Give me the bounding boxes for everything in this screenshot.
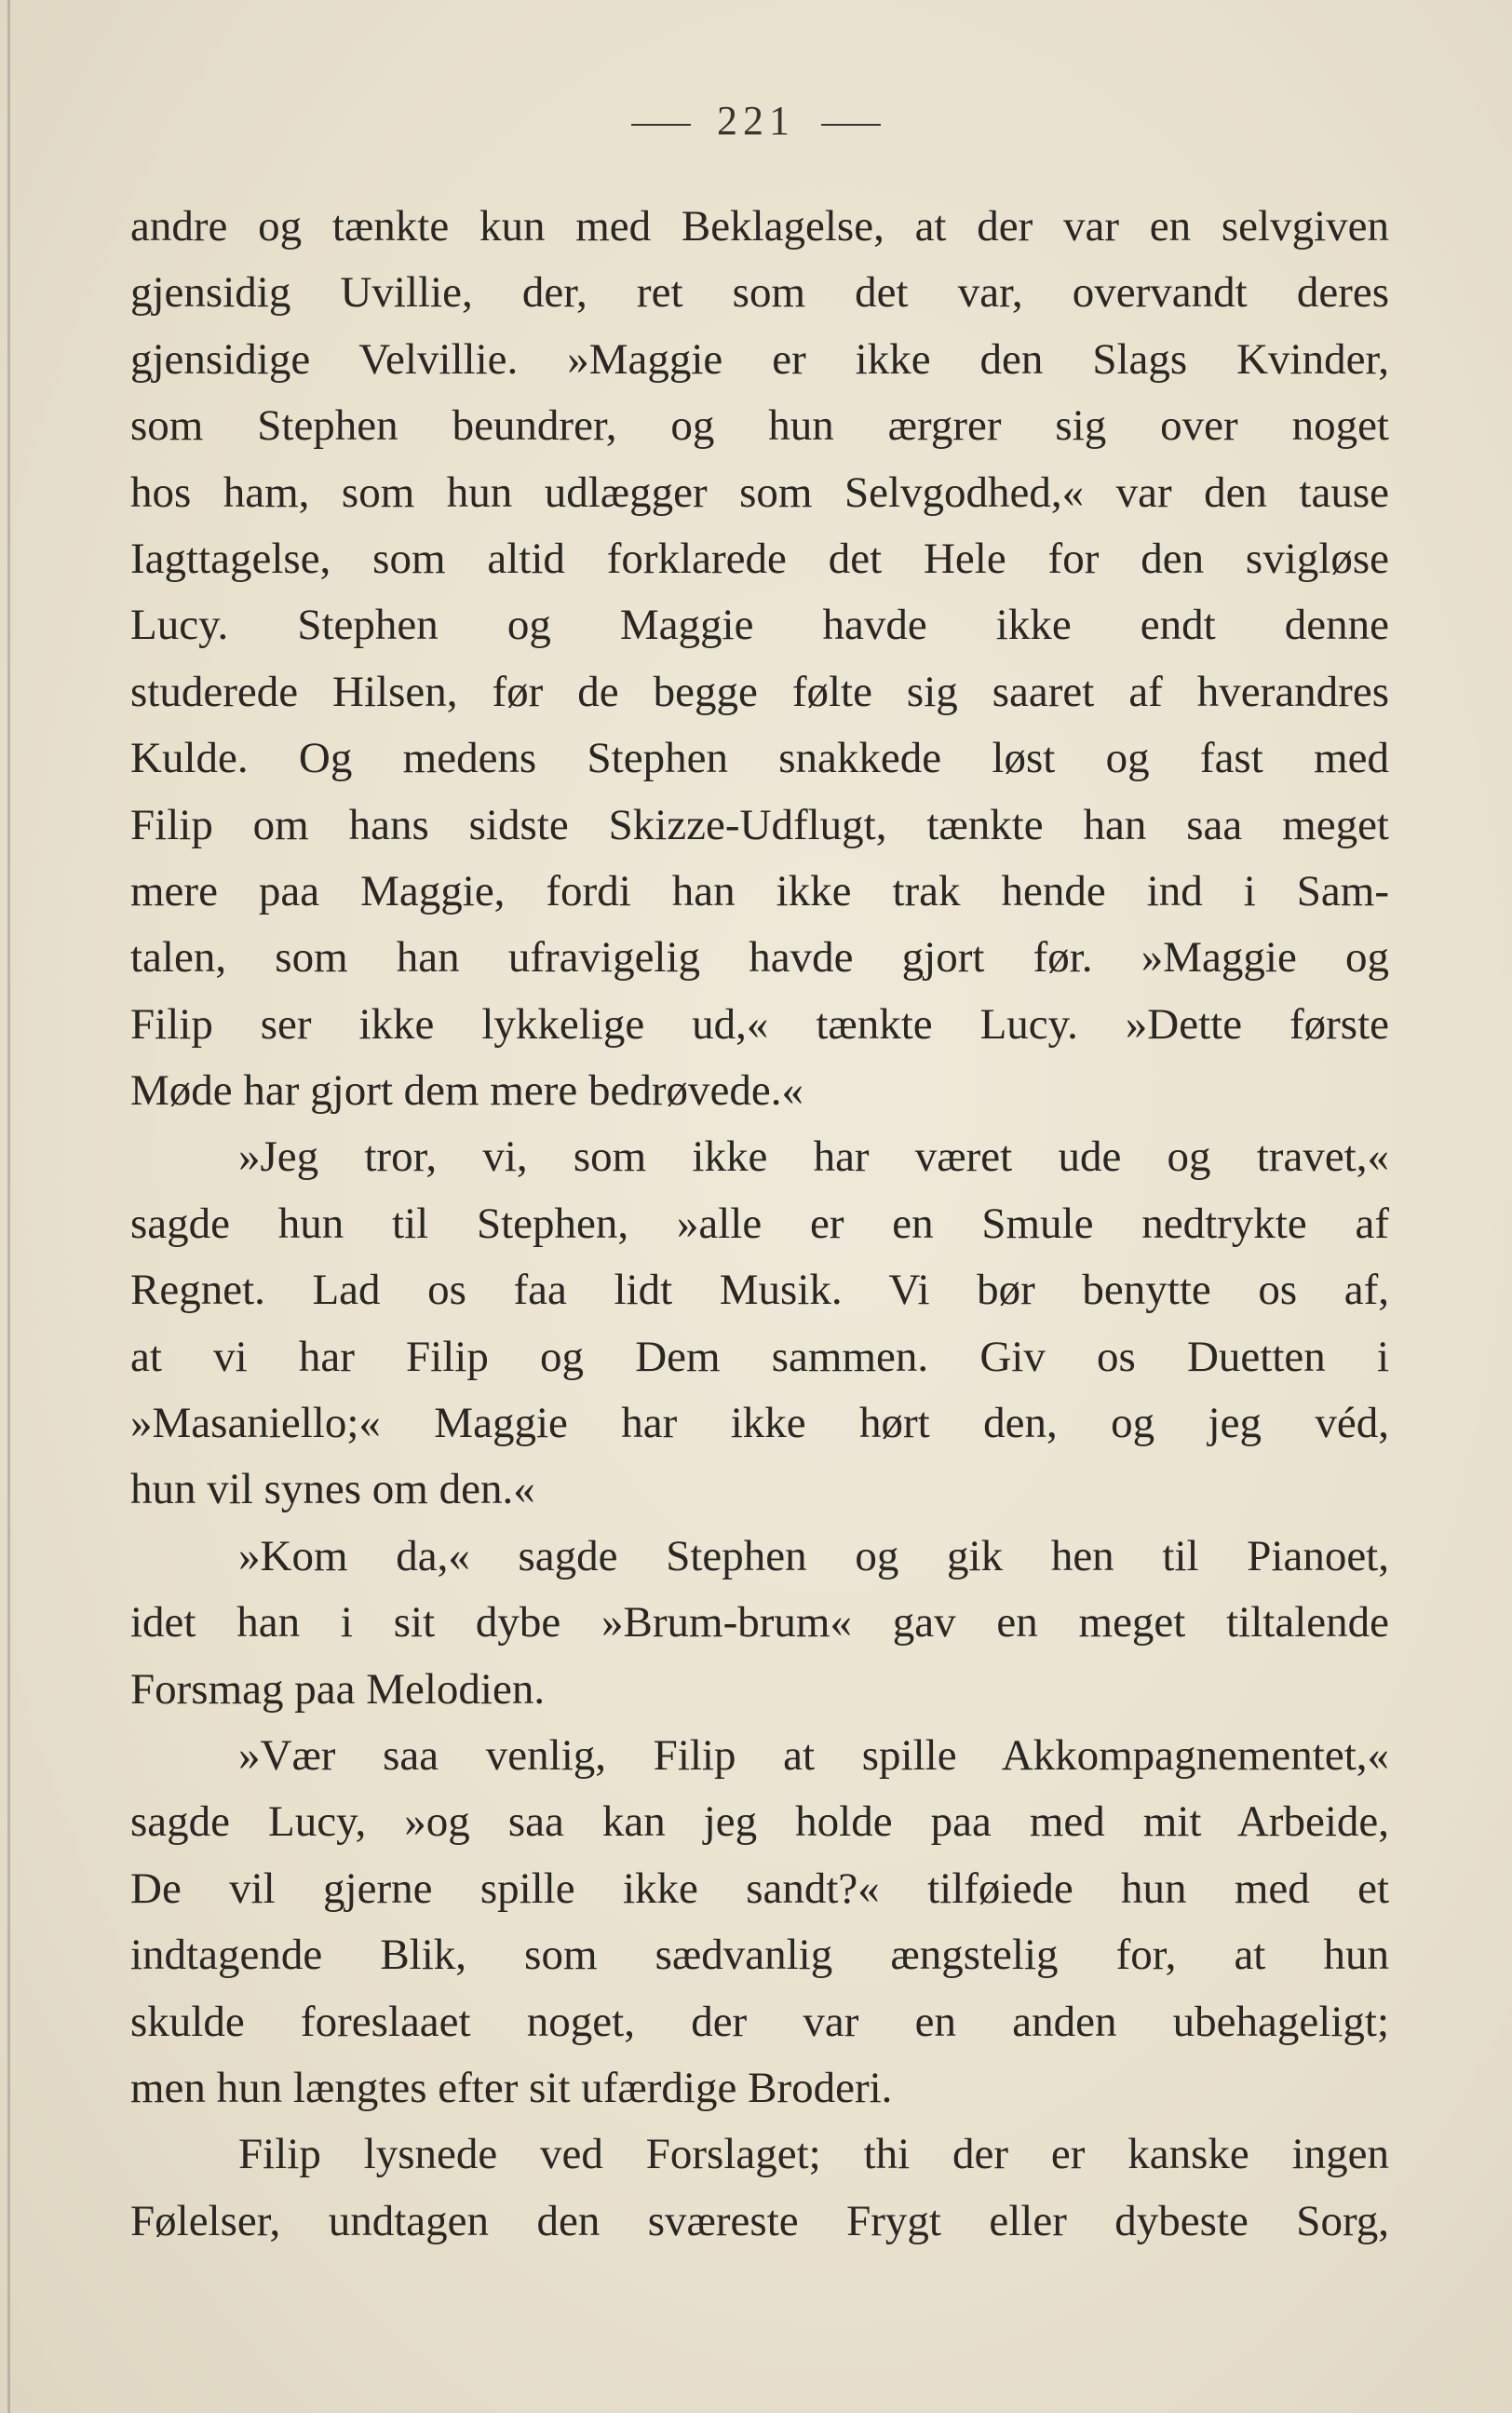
text-line: Lucy. Stephen og Maggie havde ikke endt denne bbox=[130, 601, 1389, 650]
header-dash-left bbox=[631, 124, 691, 126]
text-line: Iagttagelse, som altid forklarede det Hele for den svigløse bbox=[130, 534, 1389, 583]
text-line: at vi har Filip og Dem sammen. Giv os Duetten i bbox=[130, 1332, 1389, 1381]
text-line: »Jeg tror, vi, som ikke har været ude og travet,« bbox=[238, 1132, 1389, 1182]
text-line: Regnet. Lad os faa lidt Musik. Vi bør benytte os af, bbox=[130, 1266, 1389, 1315]
text-line: Filip ser ikke lykkelige ud,« tænkte Lucy. »Dette første bbox=[130, 999, 1389, 1049]
text-line: idet han i sit dybe »Brum-brum« gav en meget tiltalende bbox=[130, 1598, 1389, 1647]
body-text bbox=[130, 194, 1389, 2255]
text-line: »Masaniello;« Maggie har ikke hørt den, og jeg véd, bbox=[130, 1399, 1389, 1448]
text-line: Følelser, undtagen den sværeste Frygt eller dybeste Sorg, bbox=[130, 2196, 1389, 2245]
text-line: andre og tænkte kun med Beklagelse, at der var en selvgiven bbox=[130, 202, 1389, 251]
text-line: »Kom da,« sagde Stephen og gik hen til Pianoet, bbox=[238, 1531, 1389, 1580]
text-line: som Stephen beundrer, og hun ærgrer sig over noget bbox=[130, 401, 1389, 451]
text-line: mere paa Maggie, fordi han ikke trak hende ind i Sam- bbox=[130, 866, 1389, 915]
page-edge-shadow bbox=[7, 0, 10, 2413]
text-line: Filip om hans sidste Skizze-Udflugt, tænkte han saa meget bbox=[130, 800, 1389, 849]
text-line: talen, som han ufravigelig havde gjort før. »Maggie og bbox=[130, 933, 1389, 983]
text-line: hos ham, som hun udlægger som Selvgodhed,« var den tause bbox=[130, 468, 1389, 517]
text-line: indtagende Blik, som sædvanlig ængstelig for, at hun bbox=[130, 1931, 1389, 1980]
text-line: hun vil synes om den.« bbox=[130, 1465, 535, 1514]
page-number: 221 bbox=[717, 98, 795, 143]
text-line: Forsmag paa Melodien. bbox=[130, 1664, 546, 1714]
text-line: gjensidig Uvillie, der, ret som det var, overvandt deres bbox=[130, 268, 1389, 318]
text-line: sagde Lucy, »og saa kan jeg holde paa med mit Arbeide, bbox=[130, 1797, 1389, 1847]
text-line: studerede Hilsen, før de begge følte sig saaret af hverandres bbox=[130, 667, 1389, 716]
text-line: men hun længtes efter sit ufærdige Broderi. bbox=[130, 2063, 893, 2112]
text-line: »Vær saa venlig, Filip at spille Akkompagnementet,« bbox=[238, 1730, 1389, 1780]
text-line: Møde har gjort dem mere bedrøvede.« bbox=[130, 1066, 804, 1116]
page-header bbox=[0, 97, 1512, 144]
text-line: De vil gjerne spille ikke sandt?« tilføiede hun med et bbox=[130, 1864, 1389, 1913]
text-line: gjensidige Velvillie. »Maggie er ikke den Slags Kvinder, bbox=[130, 334, 1389, 384]
header-dash-right bbox=[821, 124, 881, 126]
text-line: skulde foreslaaet noget, der var en anden ubehageligt; bbox=[130, 1997, 1389, 2046]
text-line: sagde hun til Stephen, »alle er en Smule nedtrykte af bbox=[130, 1199, 1389, 1248]
text-line: Kulde. Og medens Stephen snakkede løst og fast med bbox=[130, 734, 1389, 783]
text-line: Filip lysnede ved Forslaget; thi der er kanske ingen bbox=[238, 2130, 1389, 2179]
